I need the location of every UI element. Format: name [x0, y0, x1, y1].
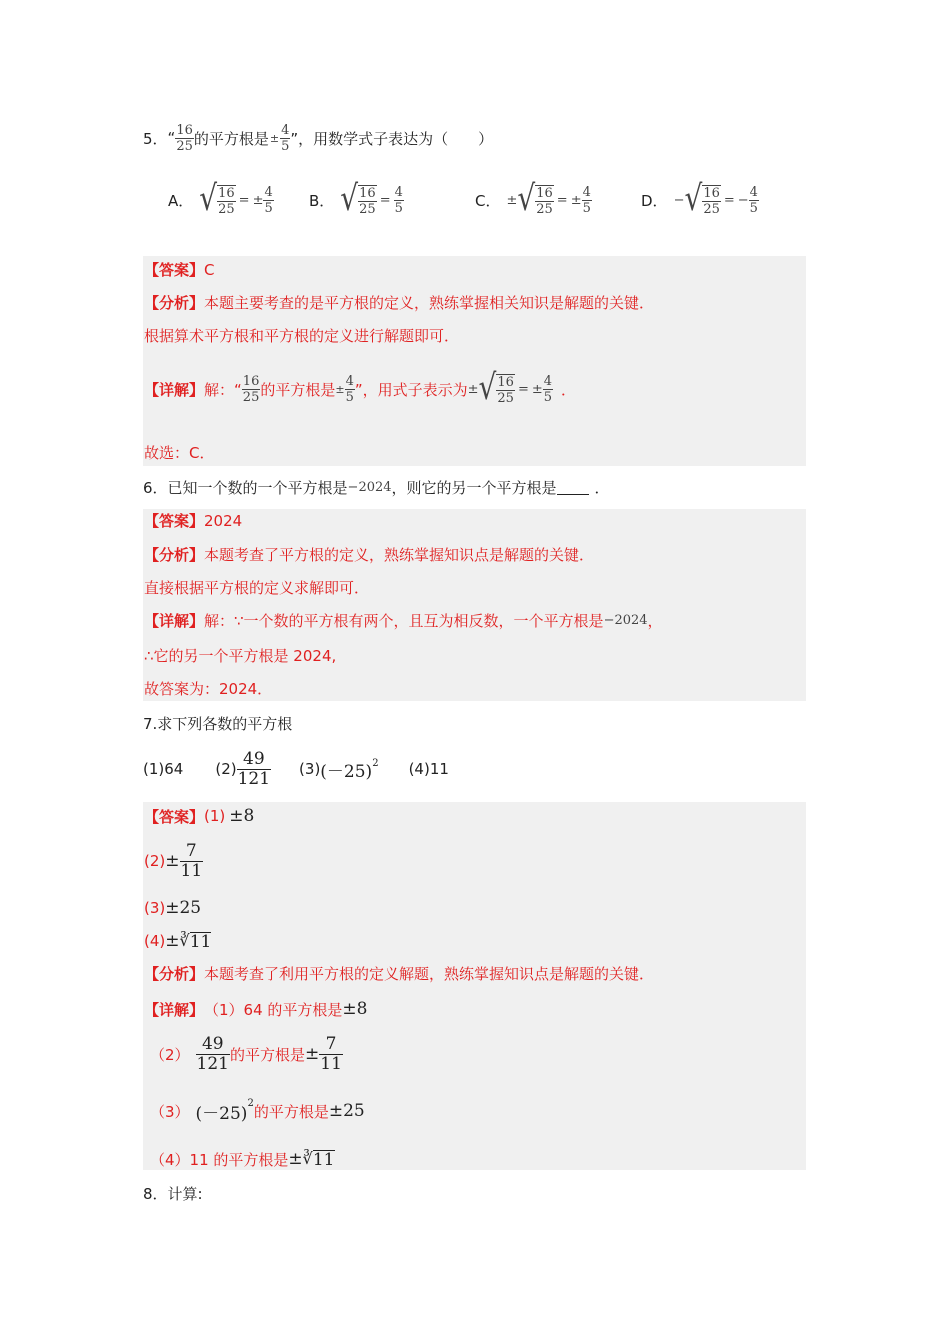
q7-answer-3: (3) ±25 [144, 898, 202, 918]
q6-detail-line-3: 故答案为：2024． [144, 680, 273, 698]
q5-stem: 5． “ $\frac{16}{25}$ 的平方根是 ± $\frac{4}{5}$ ”，用数学式子表达为（ ） [143, 122, 494, 154]
q7-parts: (1)64 (2) $\frac{49}{121}$ (3) (－25) $^2$ (4)11 [143, 748, 449, 789]
q7-answer-line: 【答案】 (1) ±8 [144, 806, 255, 826]
radical: √ $\frac{16}{25}$ [684, 176, 720, 219]
q7-analysis-line: 【分析】本题考查了利用平方根的定义解题，熟练掌握知识点是解题的关键． [144, 965, 655, 983]
radical: √ $\frac{16}{25}$ [199, 176, 235, 219]
q7-part-4: (4)11 [408, 760, 449, 778]
q6-detail-line-2: ∴它的另一个平方根是 2024, [144, 647, 337, 665]
q5-answer-line: 【答案】C [144, 261, 215, 279]
radical: √ $\frac{16}{25}$ [517, 176, 553, 219]
q5-option-d[interactable]: D． − √ $\frac{16}{25}$ = − $\frac{4}{5}$ [641, 176, 758, 219]
q5-option-c[interactable]: C． ± √ $\frac{16}{25}$ = ± $\frac{4}{5}$ [475, 176, 591, 219]
q5-detail-line: 【详解】 解：“ $\frac{16}{25}$ 的平方根是 ± $\frac{4}{5}$ ”，用式子表示为 ± √ $\frac{16}{25}$ = ± $\frac{4}{5}$ ． [144, 365, 577, 408]
q7-part-2-fraction: $\frac{49}{121}$ [237, 748, 271, 789]
radical: ∛ [302, 1148, 313, 1168]
answer-box-q5 [143, 256, 806, 466]
q6-value: −2024 [347, 480, 392, 495]
q6-detail-line: 【详解】 解：∵一个数的平方根有两个，且互为相反数，一个平方根是 −2024 ， [144, 612, 663, 630]
q5-option-a[interactable]: A． √ $\frac{16}{25}$ = ± $\frac{4}{5}$ [168, 176, 273, 219]
q7-answer-2: (2) ± $\frac{7}{11}$ [144, 840, 203, 881]
q7-detail-2: （2） $\frac{49}{121}$ 的平方根是 ± $\frac{7}{11}$ [150, 1033, 342, 1074]
q5-answer-fraction: $\frac{4}{5}$ [281, 122, 290, 154]
answer-blank[interactable] [557, 482, 589, 495]
q6-answer-line: 【答案】2024 [144, 512, 243, 530]
q6-analysis-line-2: 直接根据平方根的定义求解即可． [144, 579, 370, 597]
q7-detail-1: 【详解】 （1）64 的平方根是 ±8 [144, 999, 368, 1019]
q7-part-1: (1)64 [143, 760, 184, 778]
radical: √ $\frac{16}{25}$ [340, 176, 376, 219]
q5-choose-line: 故选：C． [144, 444, 215, 462]
q7-detail-4: （4）11 的平方根是 ± ∛ 11 [150, 1148, 335, 1170]
q7-title: 7.求下列各数的平方根 [143, 715, 293, 733]
q5-number: 5． [143, 129, 168, 148]
radical: √ $\frac{16}{25}$ [478, 365, 514, 408]
q7-detail-3: （3） (－25) $^2$ 的平方根是 ±25 [150, 1098, 365, 1124]
q5-analysis-line-2: 根据算术平方根和平方根的定义进行解题即可． [144, 327, 460, 345]
answer-box-q6 [143, 509, 806, 701]
q5-fraction: $\frac{16}{25}$ [176, 122, 193, 154]
q6-stem: 6．已知一个数的一个平方根是 −2024 ，则它的另一个平方根是 ． [143, 479, 610, 497]
q6-analysis-line: 【分析】本题考查了平方根的定义，熟练掌握知识点是解题的关键． [144, 546, 595, 564]
radical: ∛ [179, 930, 190, 950]
q7-answer-4: (4) ± ∛ 11 [144, 930, 212, 952]
q5-analysis-line: 【分析】本题主要考查的是平方根的定义，熟练掌握相关知识是解题的关键． [144, 294, 655, 312]
q5-option-b[interactable]: B． √ $\frac{16}{25}$ = $\frac{4}{5}$ [309, 176, 403, 219]
q8-title: 8．计算: [143, 1185, 203, 1203]
